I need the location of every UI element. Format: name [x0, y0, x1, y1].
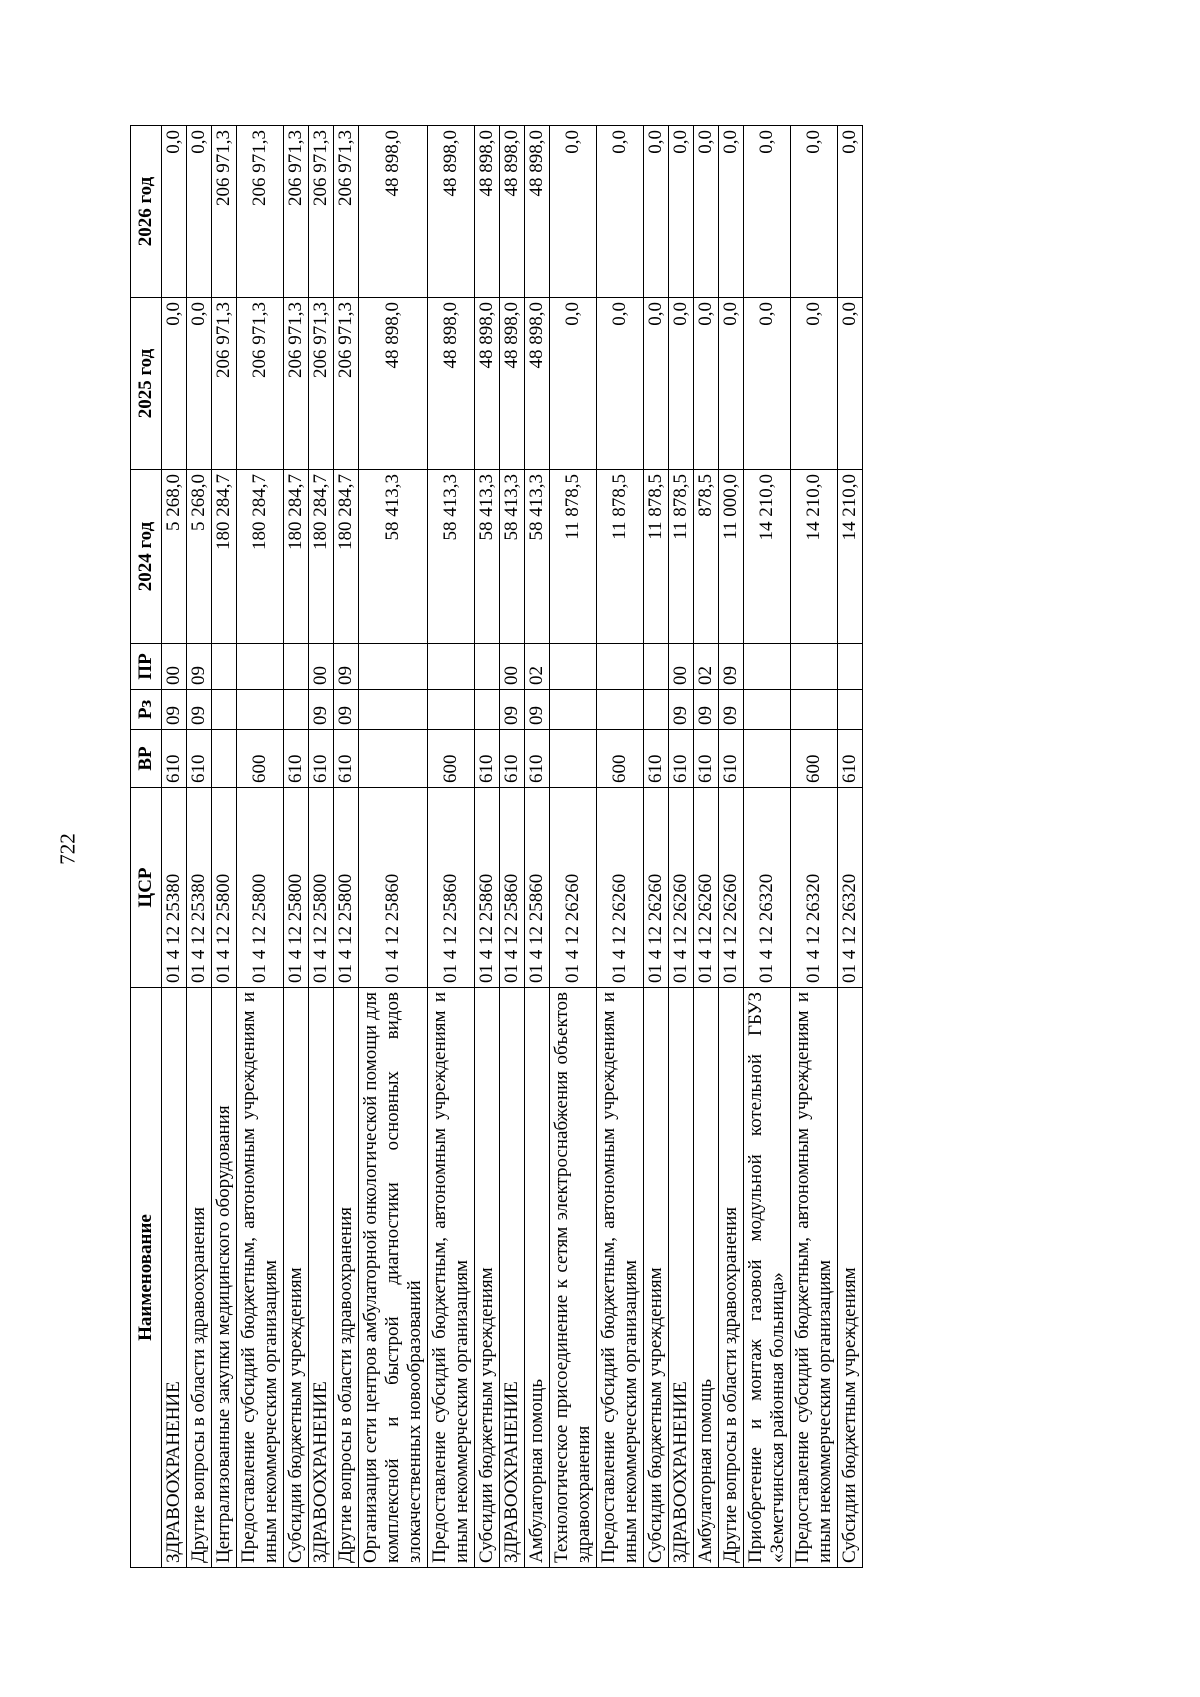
- page-number: 722: [55, 833, 80, 865]
- cell-rz: 09: [162, 690, 187, 730]
- cell-2026: 48 898,0: [525, 126, 550, 298]
- table-row: [550, 126, 597, 1568]
- cell-rz: [428, 690, 475, 730]
- table-row: [309, 126, 334, 1568]
- cell-2024: 58 413,3: [525, 470, 550, 644]
- cell-name: Приобретение и монтаж газовой модульной котельной ГБУЗ «Земетчинская районная больница»: [744, 988, 791, 1568]
- cell-rz: 09: [669, 690, 694, 730]
- table-row: [237, 126, 284, 1568]
- cell-2026: 48 898,0: [359, 126, 428, 298]
- cell-2026: 0,0: [597, 126, 644, 298]
- cell-name: ЗДРАВООХРАНЕНИЕ: [669, 988, 694, 1568]
- cell-csr: 01 4 12 25800: [309, 788, 334, 988]
- cell-2026: 0,0: [694, 126, 719, 298]
- cell-pr: [644, 644, 669, 690]
- cell-2025: 206 971,3: [212, 298, 237, 470]
- cell-2024: 11 878,5: [597, 470, 644, 644]
- cell-vr: 610: [669, 730, 694, 788]
- cell-2025: 0,0: [597, 298, 644, 470]
- cell-pr: [428, 644, 475, 690]
- cell-2025: 0,0: [791, 298, 838, 470]
- cell-rz: [359, 690, 428, 730]
- header-vr: ВР: [131, 730, 162, 788]
- table-row: [187, 126, 212, 1568]
- header-year-2025: 2025 год: [131, 298, 162, 470]
- cell-2025: 0,0: [550, 298, 597, 470]
- header-name: Наименование: [131, 988, 162, 1568]
- cell-pr: 02: [694, 644, 719, 690]
- cell-csr: 01 4 12 25860: [525, 788, 550, 988]
- cell-rz: 09: [525, 690, 550, 730]
- cell-2026: 0,0: [669, 126, 694, 298]
- cell-2025: 0,0: [719, 298, 744, 470]
- cell-name: Субсидии бюджетным учреждениям: [284, 988, 309, 1568]
- table-row: [284, 126, 309, 1568]
- cell-csr: 01 4 12 25800: [284, 788, 309, 988]
- cell-name: Субсидии бюджетным учреждениям: [838, 988, 863, 1568]
- header-pr: ПР: [131, 644, 162, 690]
- cell-pr: [475, 644, 500, 690]
- cell-pr: 00: [309, 644, 334, 690]
- cell-vr: 610: [187, 730, 212, 788]
- cell-2026: 0,0: [744, 126, 791, 298]
- cell-vr: 610: [719, 730, 744, 788]
- cell-name: Предоставление субсидий бюджетным, автономным учреждениям и иным некоммерческим организациям: [428, 988, 475, 1568]
- cell-2024: 180 284,7: [284, 470, 309, 644]
- cell-2024: 11 878,5: [644, 470, 669, 644]
- table-row: [162, 126, 187, 1568]
- table-row: [597, 126, 644, 1568]
- cell-2024: 58 413,3: [428, 470, 475, 644]
- cell-2026: 48 898,0: [428, 126, 475, 298]
- cell-vr: 600: [428, 730, 475, 788]
- cell-2024: 180 284,7: [334, 470, 359, 644]
- cell-pr: 02: [525, 644, 550, 690]
- cell-csr: 01 4 12 25380: [187, 788, 212, 988]
- cell-pr: [838, 644, 863, 690]
- cell-2025: 206 971,3: [309, 298, 334, 470]
- cell-rz: [644, 690, 669, 730]
- cell-name: ЗДРАВООХРАНЕНИЕ: [500, 988, 525, 1568]
- cell-2026: 0,0: [187, 126, 212, 298]
- cell-pr: 00: [162, 644, 187, 690]
- cell-2025: 0,0: [838, 298, 863, 470]
- cell-vr: 600: [791, 730, 838, 788]
- cell-vr: 610: [334, 730, 359, 788]
- cell-rz: 09: [187, 690, 212, 730]
- cell-name: Субсидии бюджетным учреждениям: [644, 988, 669, 1568]
- cell-pr: 09: [719, 644, 744, 690]
- cell-2024: 14 210,0: [791, 470, 838, 644]
- cell-2025: 0,0: [694, 298, 719, 470]
- header-rz: Рз: [131, 690, 162, 730]
- cell-vr: 610: [644, 730, 669, 788]
- cell-rz: [744, 690, 791, 730]
- cell-2024: 878,5: [694, 470, 719, 644]
- cell-name: Амбулаторная помощь: [694, 988, 719, 1568]
- cell-pr: [212, 644, 237, 690]
- cell-2025: 0,0: [644, 298, 669, 470]
- cell-csr: 01 4 12 25800: [237, 788, 284, 988]
- cell-pr: 00: [500, 644, 525, 690]
- cell-csr: 01 4 12 25800: [212, 788, 237, 988]
- cell-2026: 0,0: [838, 126, 863, 298]
- cell-pr: [359, 644, 428, 690]
- cell-pr: [550, 644, 597, 690]
- table-row: [719, 126, 744, 1568]
- cell-vr: 600: [237, 730, 284, 788]
- cell-2026: 206 971,3: [309, 126, 334, 298]
- cell-pr: [284, 644, 309, 690]
- cell-2026: 206 971,3: [212, 126, 237, 298]
- cell-pr: 00: [669, 644, 694, 690]
- table-row: [744, 126, 791, 1568]
- table-row: [334, 126, 359, 1568]
- table-row: [791, 126, 838, 1568]
- cell-vr: [550, 730, 597, 788]
- cell-vr: 610: [309, 730, 334, 788]
- cell-2024: 14 210,0: [744, 470, 791, 644]
- cell-2026: 0,0: [550, 126, 597, 298]
- cell-csr: 01 4 12 25800: [334, 788, 359, 988]
- cell-2025: 0,0: [669, 298, 694, 470]
- cell-csr: 01 4 12 26260: [694, 788, 719, 988]
- cell-2024: 58 413,3: [359, 470, 428, 644]
- cell-csr: 01 4 12 26260: [644, 788, 669, 988]
- cell-name: ЗДРАВООХРАНЕНИЕ: [309, 988, 334, 1568]
- cell-csr: 01 4 12 25860: [428, 788, 475, 988]
- cell-2024: 11 878,5: [550, 470, 597, 644]
- cell-csr: 01 4 12 26320: [791, 788, 838, 988]
- cell-2026: 0,0: [162, 126, 187, 298]
- cell-2025: 48 898,0: [428, 298, 475, 470]
- cell-2026: 206 971,3: [237, 126, 284, 298]
- cell-vr: 600: [597, 730, 644, 788]
- cell-2024: 11 878,5: [669, 470, 694, 644]
- cell-csr: 01 4 12 25860: [359, 788, 428, 988]
- cell-2024: 5 268,0: [162, 470, 187, 644]
- cell-2024: 58 413,3: [475, 470, 500, 644]
- cell-2024: 180 284,7: [237, 470, 284, 644]
- header-csr: ЦСР: [131, 788, 162, 988]
- cell-rz: [550, 690, 597, 730]
- cell-pr: [597, 644, 644, 690]
- rotated-budget-table-wrapper: [130, 126, 1046, 1568]
- cell-csr: 01 4 12 26260: [669, 788, 694, 988]
- cell-vr: 610: [162, 730, 187, 788]
- cell-name: Другие вопросы в области здравоохранения: [719, 988, 744, 1568]
- cell-2025: 0,0: [162, 298, 187, 470]
- cell-2024: 58 413,3: [500, 470, 525, 644]
- cell-csr: 01 4 12 26260: [550, 788, 597, 988]
- cell-vr: [359, 730, 428, 788]
- table-row: [475, 126, 500, 1568]
- cell-csr: 01 4 12 25380: [162, 788, 187, 988]
- cell-csr: 01 4 12 25860: [475, 788, 500, 988]
- table-row: [838, 126, 863, 1568]
- cell-2025: 206 971,3: [237, 298, 284, 470]
- cell-rz: 09: [500, 690, 525, 730]
- cell-pr: 09: [187, 644, 212, 690]
- table-row: [212, 126, 237, 1568]
- cell-pr: [237, 644, 284, 690]
- cell-vr: 610: [284, 730, 309, 788]
- cell-vr: 610: [475, 730, 500, 788]
- cell-name: Амбулаторная помощь: [525, 988, 550, 1568]
- cell-name: ЗДРАВООХРАНЕНИЕ: [162, 988, 187, 1568]
- cell-rz: 09: [694, 690, 719, 730]
- cell-name: Субсидии бюджетным учреждениям: [475, 988, 500, 1568]
- header-year-2024: 2024 год: [131, 470, 162, 644]
- cell-rz: [791, 690, 838, 730]
- cell-rz: [237, 690, 284, 730]
- cell-rz: [284, 690, 309, 730]
- table-row: [525, 126, 550, 1568]
- cell-2026: 206 971,3: [284, 126, 309, 298]
- cell-vr: 610: [694, 730, 719, 788]
- budget-table: [130, 125, 863, 1568]
- cell-2025: 0,0: [187, 298, 212, 470]
- cell-vr: 610: [838, 730, 863, 788]
- table-row: [500, 126, 525, 1568]
- cell-rz: 09: [309, 690, 334, 730]
- cell-pr: 09: [334, 644, 359, 690]
- cell-2026: 48 898,0: [500, 126, 525, 298]
- cell-csr: 01 4 12 26320: [744, 788, 791, 988]
- cell-2026: 48 898,0: [475, 126, 500, 298]
- cell-2025: 48 898,0: [500, 298, 525, 470]
- cell-name: Организация сети центров амбулаторной онкологической помощи для комплексной и быстрой диагностики основных видов злокачественных новообразований: [359, 988, 428, 1568]
- cell-2026: 0,0: [644, 126, 669, 298]
- cell-rz: [838, 690, 863, 730]
- cell-csr: 01 4 12 25860: [500, 788, 525, 988]
- cell-2024: 14 210,0: [838, 470, 863, 644]
- cell-name: Другие вопросы в области здравоохранения: [334, 988, 359, 1568]
- cell-2026: 0,0: [719, 126, 744, 298]
- cell-name: Централизованные закупки медицинского оборудования: [212, 988, 237, 1568]
- table-row: [644, 126, 669, 1568]
- cell-rz: [597, 690, 644, 730]
- cell-csr: 01 4 12 26260: [597, 788, 644, 988]
- cell-vr: [744, 730, 791, 788]
- cell-rz: 09: [719, 690, 744, 730]
- cell-csr: 01 4 12 26260: [719, 788, 744, 988]
- cell-2024: 180 284,7: [309, 470, 334, 644]
- table-row: [428, 126, 475, 1568]
- cell-csr: 01 4 12 26320: [838, 788, 863, 988]
- cell-vr: 610: [500, 730, 525, 788]
- cell-name: Предоставление субсидий бюджетным, автономным учреждениям и иным некоммерческим организациям: [791, 988, 838, 1568]
- cell-name: Предоставление субсидий бюджетным, автономным учреждениям и иным некоммерческим организациям: [597, 988, 644, 1568]
- table-row: [359, 126, 428, 1568]
- cell-rz: 09: [334, 690, 359, 730]
- cell-2025: 48 898,0: [359, 298, 428, 470]
- cell-vr: [212, 730, 237, 788]
- table-row: [694, 126, 719, 1568]
- table-body: [162, 126, 863, 1568]
- cell-2025: 206 971,3: [284, 298, 309, 470]
- cell-2024: 5 268,0: [187, 470, 212, 644]
- cell-name: Предоставление субсидий бюджетным, автономным учреждениям и иным некоммерческим организациям: [237, 988, 284, 1568]
- cell-rz: [475, 690, 500, 730]
- cell-name: Другие вопросы в области здравоохранения: [187, 988, 212, 1568]
- cell-2025: 48 898,0: [525, 298, 550, 470]
- table-row: [669, 126, 694, 1568]
- cell-2026: 206 971,3: [334, 126, 359, 298]
- cell-rz: [212, 690, 237, 730]
- cell-2026: 0,0: [791, 126, 838, 298]
- cell-2025: 48 898,0: [475, 298, 500, 470]
- cell-pr: [791, 644, 838, 690]
- header-row: [131, 126, 162, 1568]
- cell-vr: 610: [525, 730, 550, 788]
- cell-2025: 206 971,3: [334, 298, 359, 470]
- cell-2025: 0,0: [744, 298, 791, 470]
- cell-name: Технологическое присоединение к сетям электроснабжения объектов здравоохранения: [550, 988, 597, 1568]
- cell-pr: [744, 644, 791, 690]
- header-year-2026: 2026 год: [131, 126, 162, 298]
- cell-2024: 11 000,0: [719, 470, 744, 644]
- cell-2024: 180 284,7: [212, 470, 237, 644]
